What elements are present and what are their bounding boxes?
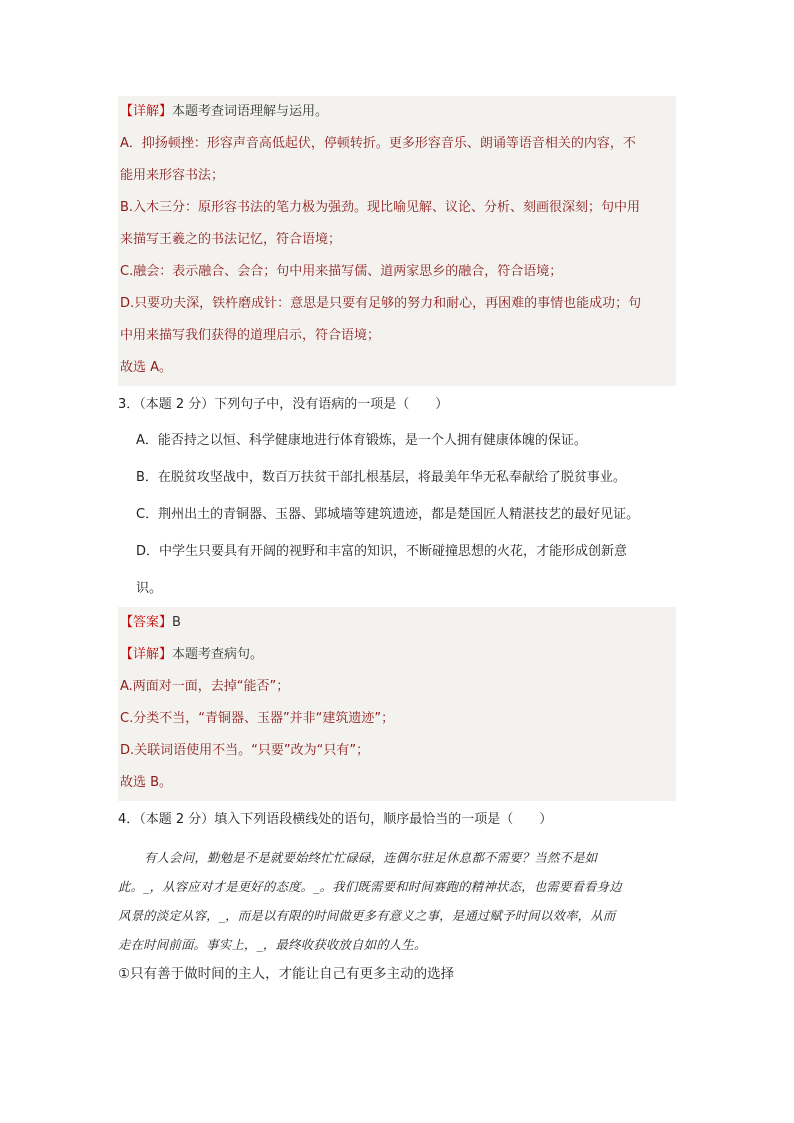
explanation-line: D.只要功夫深，铁杵磨成针：意思是只要有足够的努力和耐心，再困难的事情也能成功；句 bbox=[120, 296, 642, 311]
detail-tag: 【详解】 bbox=[120, 104, 173, 119]
passage-line: 有人会问，勤勉是不是就要始终忙忙碌碌，连偶尔驻足休息都不需要？当然不是如 bbox=[144, 850, 598, 865]
answer-value: B bbox=[172, 615, 181, 630]
question-3-option-d: D．中学生只要具有开阔的视野和丰富的知识，不断碰撞思想的火花，才能形成创新意 bbox=[136, 544, 628, 559]
answer-line bbox=[120, 607, 676, 639]
page-content bbox=[118, 96, 676, 989]
conclusion-line: 故选 B。 bbox=[120, 775, 173, 790]
detail-line bbox=[120, 96, 676, 128]
detail-line bbox=[120, 639, 676, 671]
explanation-line: A.两面对一面，去掉“能否”； bbox=[120, 679, 290, 694]
explanation-line: C.融会：表示融合、会合；句中用来描写儒、道两家思乡的融合，符合语境； bbox=[120, 264, 563, 279]
explanation-box-2 bbox=[118, 607, 676, 801]
question-4-stem: 4．（本题 2 分）填入下列语段横线处的语句，顺序最恰当的一项是（ ） bbox=[118, 812, 553, 827]
question-3-option-b: B．在脱贫攻坚战中，数百万扶贫干部扎根基层，将最美年华无私奉献给了脱贫事业。 bbox=[136, 470, 626, 485]
explanation-line: B.入木三分：原形容书法的笔力极为强劲。现比喻见解、议论、分析、刻画很深刻；句中用 bbox=[120, 200, 641, 215]
passage-line: 走在时间前面。事实上，_，最终收获收放自如的人生。 bbox=[118, 937, 427, 952]
explanation-line: 能用来形容书法； bbox=[120, 168, 225, 183]
question-3-stem: 3．（本题 2 分）下列句子中，没有语病的一项是（ ） bbox=[118, 397, 449, 412]
passage-line: 风景的淡定从容，_，而是以有限的时间做更多有意义之事，是通过赋予时间以效率，从而 bbox=[118, 908, 616, 923]
explanation-line: D.关联词语使用不当。“只要”改为“只有”； bbox=[120, 743, 370, 758]
answer-tag: 【答案】 bbox=[120, 615, 173, 630]
explanation-box-1 bbox=[118, 96, 676, 386]
explanation-line: 中用来描写我们获得的道理启示，符合语境； bbox=[120, 328, 381, 343]
passage-line: 此。_，从容应对才是更好的态度。_。我们既需要和时间赛跑的精神状态，也需要看看身边 bbox=[118, 879, 622, 894]
explanation-line: A．抑扬顿挫：形容声音高低起伏，停顿转折。更多形容音乐、朗诵等语音相关的内容，不 bbox=[120, 136, 636, 151]
conclusion-line: 故选 A。 bbox=[120, 360, 173, 375]
question-3-option-d-continued: 识。 bbox=[136, 581, 163, 596]
explanation-line: 来描写王羲之的书法记忆，符合语境； bbox=[120, 232, 342, 247]
detail-tag: 【详解】 bbox=[120, 647, 173, 662]
question-4-item-1: ①只有善于做时间的主人，才能让自己有更多主动的选择 bbox=[118, 966, 455, 982]
question-4-passage bbox=[118, 843, 676, 959]
detail-text: 本题考查词语理解与运用。 bbox=[172, 104, 329, 119]
detail-text: 本题考查病句。 bbox=[172, 647, 264, 662]
explanation-line: C.分类不当，“青铜器、玉器”并非“建筑遗迹”； bbox=[120, 711, 395, 726]
question-3-option-c: C．荆州出土的青铜器、玉器、郢城墙等建筑遗迹，都是楚国匠人精湛技艺的最好见证。 bbox=[136, 507, 640, 522]
question-3-option-a: A．能否持之以恒、科学健康地进行体育锻炼，是一个人拥有健康体魄的保证。 bbox=[136, 433, 587, 448]
